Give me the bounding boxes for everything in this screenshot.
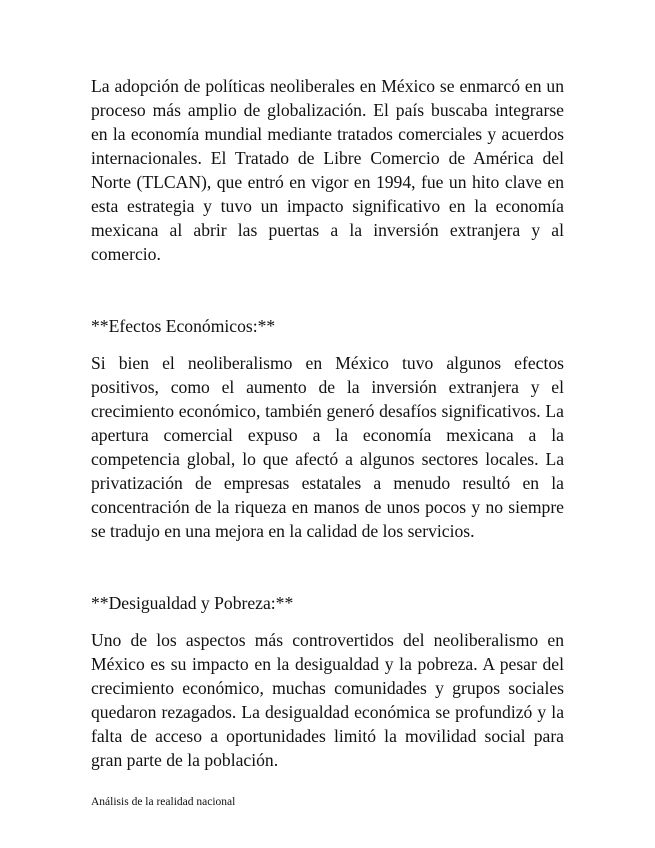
heading-desigualdad-pobreza: **Desigualdad y Pobreza:** xyxy=(91,593,294,613)
paragraph-efectos-economicos: Si bien el neoliberalismo en México tuvo algunos efectos positivos, como el aumento de la inversión extranjera y el crecimiento económico, también generó desafíos significativos. La apertura comercial expuso a la economía mexicana a la competencia global, lo que afectó a algunos sectores locales. La privatización de empresas estatales a menudo resultó en la concentración de la riqueza en manos de unos pocos y no siempre se tradujo en una mejora en la calidad de los servicios. xyxy=(91,353,564,541)
document-body xyxy=(91,74,564,772)
heading-efectos-economicos: **Efectos Económicos:** xyxy=(91,316,276,336)
page-footer: Análisis de la realidad nacional xyxy=(91,796,236,808)
paragraph-desigualdad-pobreza: Uno de los aspectos más controvertidos del neoliberalismo en México es su impacto en la desigualdad y la pobreza. A pesar del crecimiento económico, muchas comunidades y grupos sociales quedaron rezagados. La desigualdad económica se profundizó y la falta de acceso a oportunidades limitó la movilidad social para gran parte de la población. xyxy=(91,630,564,770)
paragraph-globalizacion: La adopción de políticas neoliberales en México se enmarcó en un proceso más amplio de globalización. El país buscaba integrarse en la economía mundial mediante tratados comerciales y acuerdos internacionales. El Tratado de Libre Comercio de América del Norte (TLCAN), que entró en vigor en 1994, fue un hito clave en esta estrategia y tuvo un impacto significativo en la economía mexicana al abrir las puertas a la inversión extranjera y al comercio. xyxy=(91,76,564,264)
